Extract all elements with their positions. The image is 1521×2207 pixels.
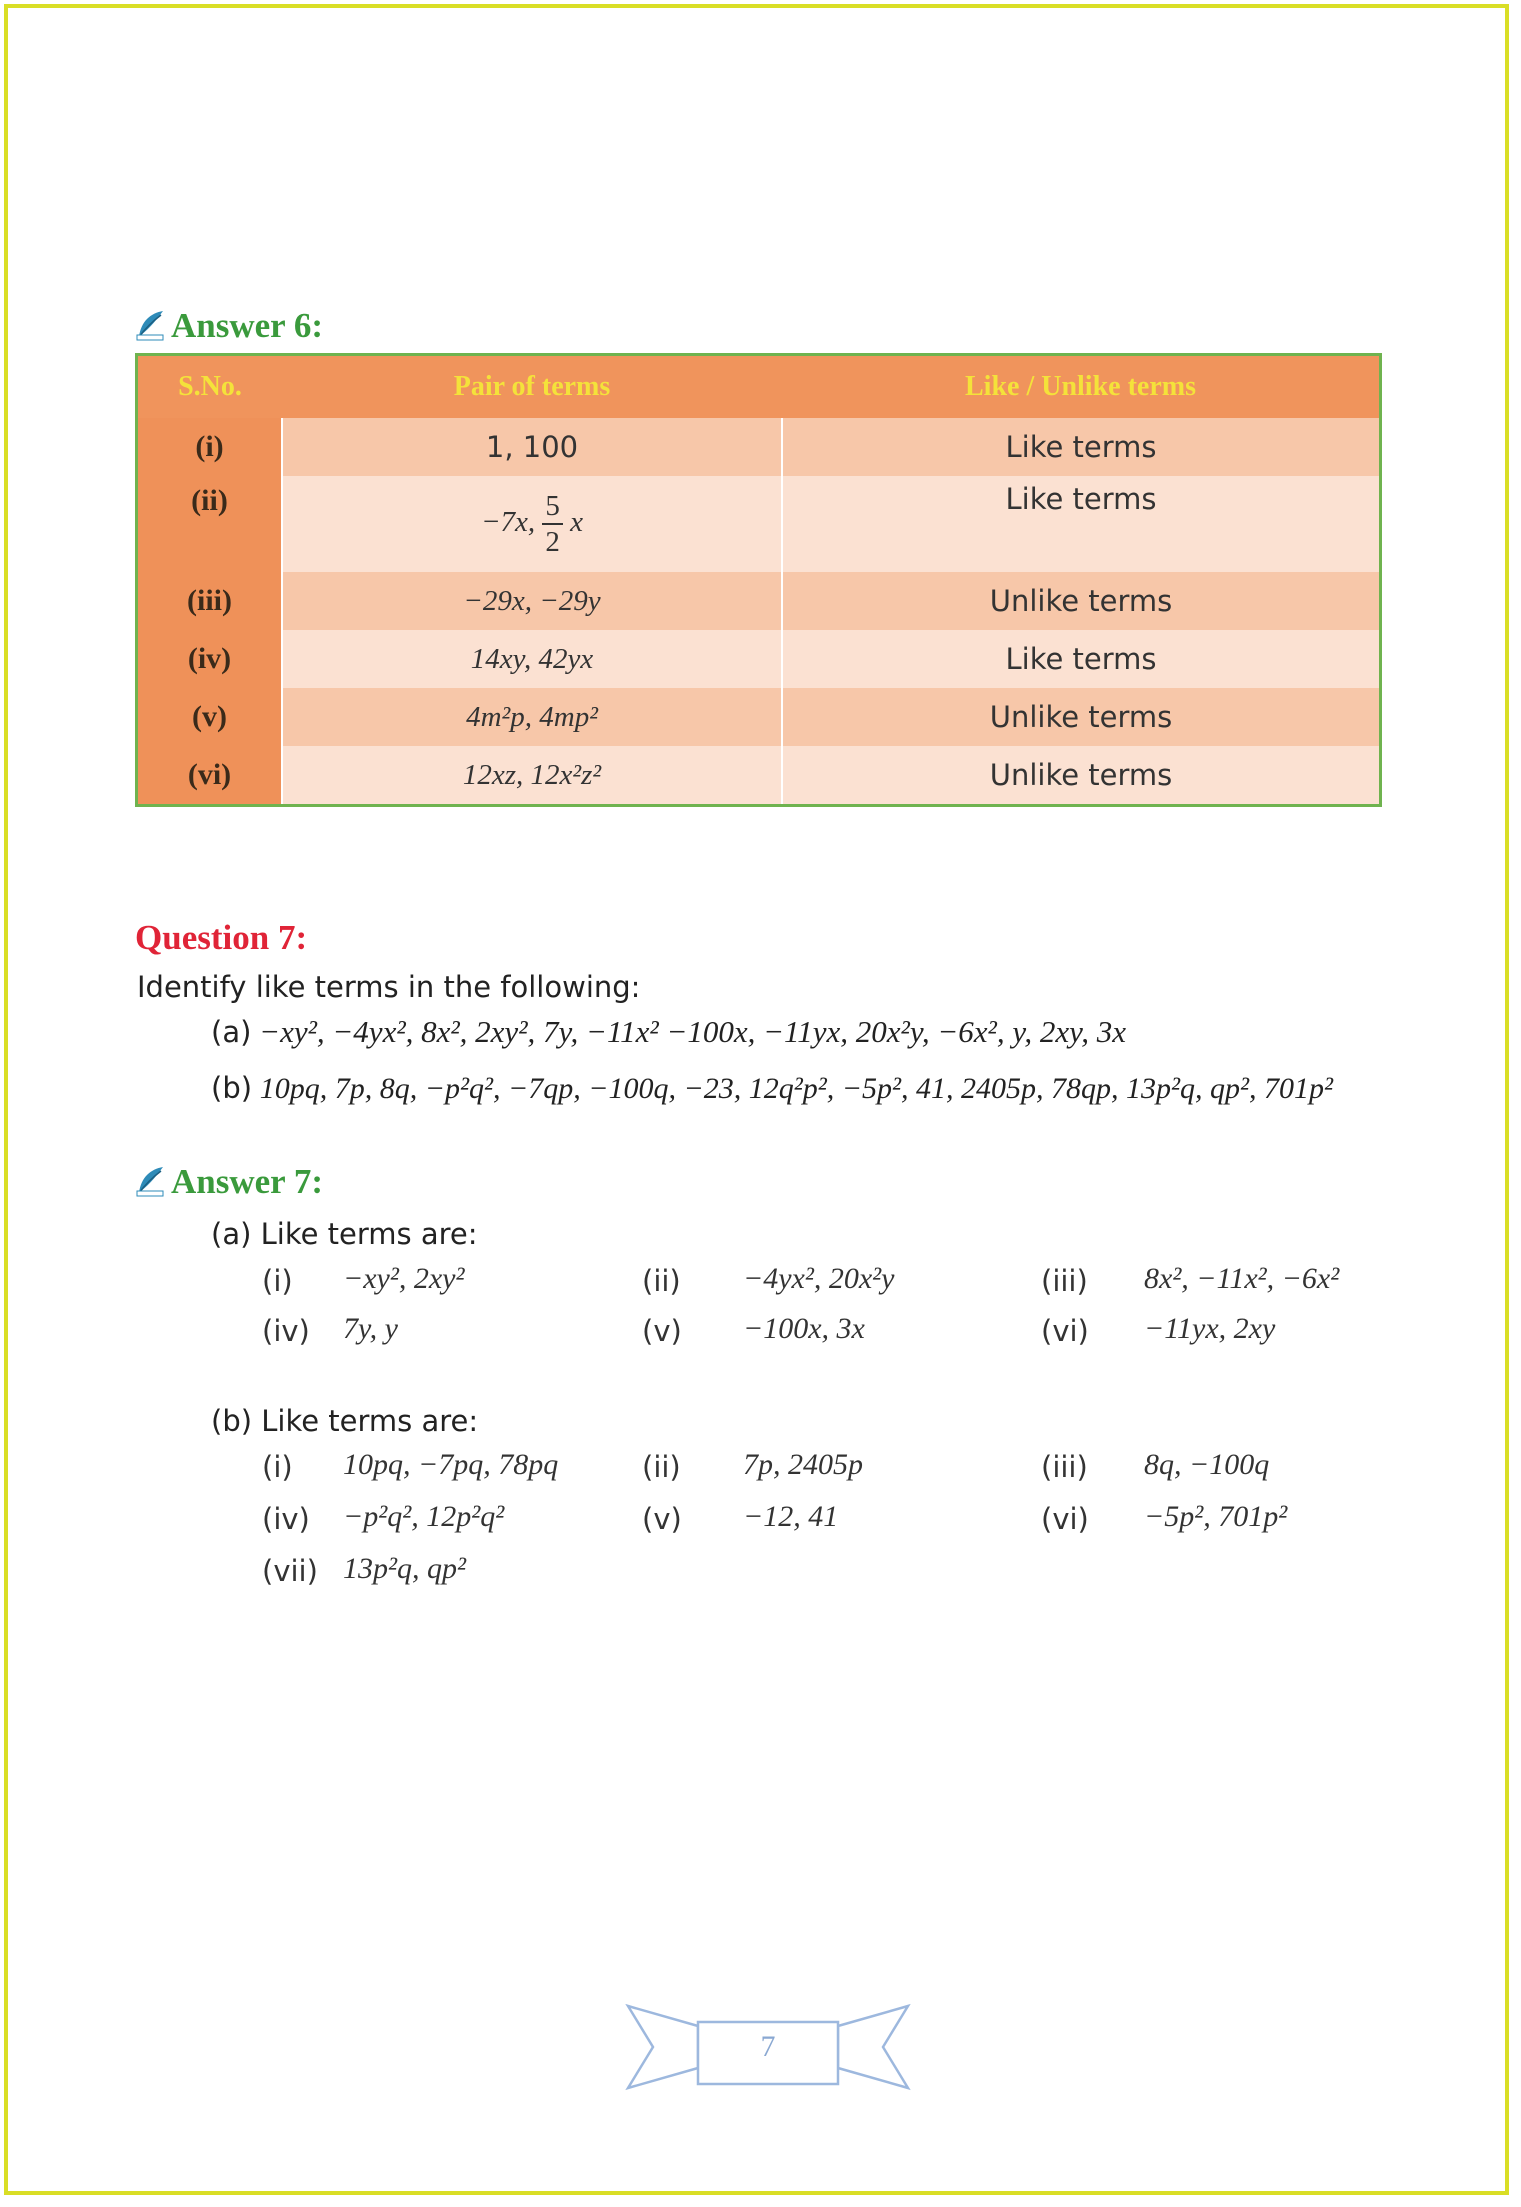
item-number: (v) bbox=[642, 1502, 682, 1536]
question-7-prompt: Identify like terms in the following: bbox=[137, 970, 641, 1004]
item-number: (i) bbox=[262, 1264, 293, 1298]
table-header-row bbox=[137, 355, 1381, 419]
logo-icon bbox=[135, 1165, 165, 1206]
pair-text: 1, 100 bbox=[485, 429, 579, 464]
table-row bbox=[137, 630, 1381, 688]
row-result: Like terms bbox=[782, 630, 1381, 688]
row-pair: −29x, −29y bbox=[282, 572, 782, 630]
row-sno: (i) bbox=[137, 418, 283, 476]
question-7-part-a bbox=[211, 1014, 1126, 1050]
row-result: Unlike terms bbox=[782, 688, 1381, 746]
table-row bbox=[137, 688, 1381, 746]
logo-icon bbox=[135, 309, 165, 350]
row-pair: 12xz, 12x²z² bbox=[282, 746, 782, 806]
item-number: (iii) bbox=[1041, 1450, 1088, 1484]
answer-7-title: Answer 7: bbox=[171, 1162, 323, 1201]
fraction bbox=[542, 489, 563, 559]
item-number: (v) bbox=[642, 1314, 682, 1348]
question-7-heading: Question 7: bbox=[135, 918, 308, 957]
page-number: 7 bbox=[760, 2030, 776, 2063]
pair-prefix: −7x, bbox=[480, 505, 536, 538]
row-sno: (vi) bbox=[137, 746, 283, 806]
header-pair: Pair of terms bbox=[282, 355, 782, 419]
answer-7-part-a-title: (a) Like terms are: bbox=[211, 1217, 478, 1251]
item-number: (vi) bbox=[1041, 1502, 1089, 1536]
item-number: (iv) bbox=[262, 1314, 310, 1348]
question-7-part-b bbox=[211, 1070, 1333, 1106]
item-value: −p²q², 12p²q² bbox=[343, 1500, 505, 1533]
answer-6-title: Answer 6: bbox=[171, 306, 323, 345]
row-result: Like terms bbox=[782, 418, 1381, 476]
row-pair bbox=[282, 476, 782, 572]
row-sno: (iii) bbox=[137, 572, 283, 630]
part-a-label: (a) bbox=[211, 1015, 252, 1049]
item-value: −4yx², 20x²y bbox=[743, 1262, 895, 1295]
item-value: −xy², 2xy² bbox=[343, 1262, 465, 1295]
header-sno: S.No. bbox=[137, 355, 283, 419]
table-row bbox=[137, 418, 1381, 476]
row-pair: 4m²p, 4mp² bbox=[282, 688, 782, 746]
header-like-unlike: Like / Unlike terms bbox=[782, 355, 1381, 419]
item-number: (ii) bbox=[642, 1450, 681, 1484]
row-sno: (iv) bbox=[137, 630, 283, 688]
part-b-expression: 10pq, 7p, 8q, −p²q², −7qp, −100q, −23, 12q²p², −5p², 41, 2405p, 78qp, 13p²q, qp², 701p² bbox=[259, 1072, 1333, 1105]
answer-6-heading bbox=[135, 306, 323, 350]
row-result: Unlike terms bbox=[782, 572, 1381, 630]
item-number: (iii) bbox=[1041, 1264, 1088, 1298]
item-value: −11yx, 2xy bbox=[1144, 1312, 1276, 1345]
item-value: 8q, −100q bbox=[1144, 1448, 1270, 1481]
part-b-label: (b) bbox=[211, 1071, 253, 1105]
like-unlike-table bbox=[135, 353, 1382, 807]
table-row bbox=[137, 476, 1381, 572]
item-number: (i) bbox=[262, 1450, 293, 1484]
item-value: 7y, y bbox=[343, 1312, 398, 1345]
item-value: 8x², −11x², −6x² bbox=[1144, 1262, 1340, 1295]
item-value: −100x, 3x bbox=[743, 1312, 865, 1345]
item-value: 13p²q, qp² bbox=[343, 1552, 466, 1585]
row-sno: (v) bbox=[137, 688, 283, 746]
page bbox=[4, 4, 1509, 2195]
item-value: −5p², 701p² bbox=[1144, 1500, 1288, 1533]
row-sno: (ii) bbox=[137, 476, 283, 572]
table-row bbox=[137, 746, 1381, 806]
row-result: Unlike terms bbox=[782, 746, 1381, 806]
item-value: −12, 41 bbox=[743, 1500, 839, 1533]
answer-7-heading bbox=[135, 1162, 323, 1206]
item-number: (vi) bbox=[1041, 1314, 1089, 1348]
part-a-expression: −xy², −4yx², 8x², 2xy², 7y, −11x² −100x, −11yx, 20x²y, −6x², y, 2xy, 3x bbox=[259, 1014, 1126, 1049]
item-number: (ii) bbox=[642, 1264, 681, 1298]
fraction-numerator: 5 bbox=[542, 489, 563, 525]
pair-suffix: x bbox=[570, 505, 584, 538]
row-result: Like terms bbox=[782, 476, 1381, 572]
row-pair bbox=[282, 418, 782, 476]
answer-7-part-b-title: (b) Like terms are: bbox=[211, 1404, 479, 1438]
item-number: (vii) bbox=[262, 1554, 318, 1588]
row-pair: 14xy, 42yx bbox=[282, 630, 782, 688]
item-value: 7p, 2405p bbox=[743, 1448, 863, 1481]
item-number: (iv) bbox=[262, 1502, 310, 1536]
item-value: 10pq, −7pq, 78pq bbox=[343, 1448, 559, 1481]
table-row bbox=[137, 572, 1381, 630]
fraction-denominator: 2 bbox=[545, 526, 560, 558]
pair-fraction-expression bbox=[480, 490, 584, 558]
